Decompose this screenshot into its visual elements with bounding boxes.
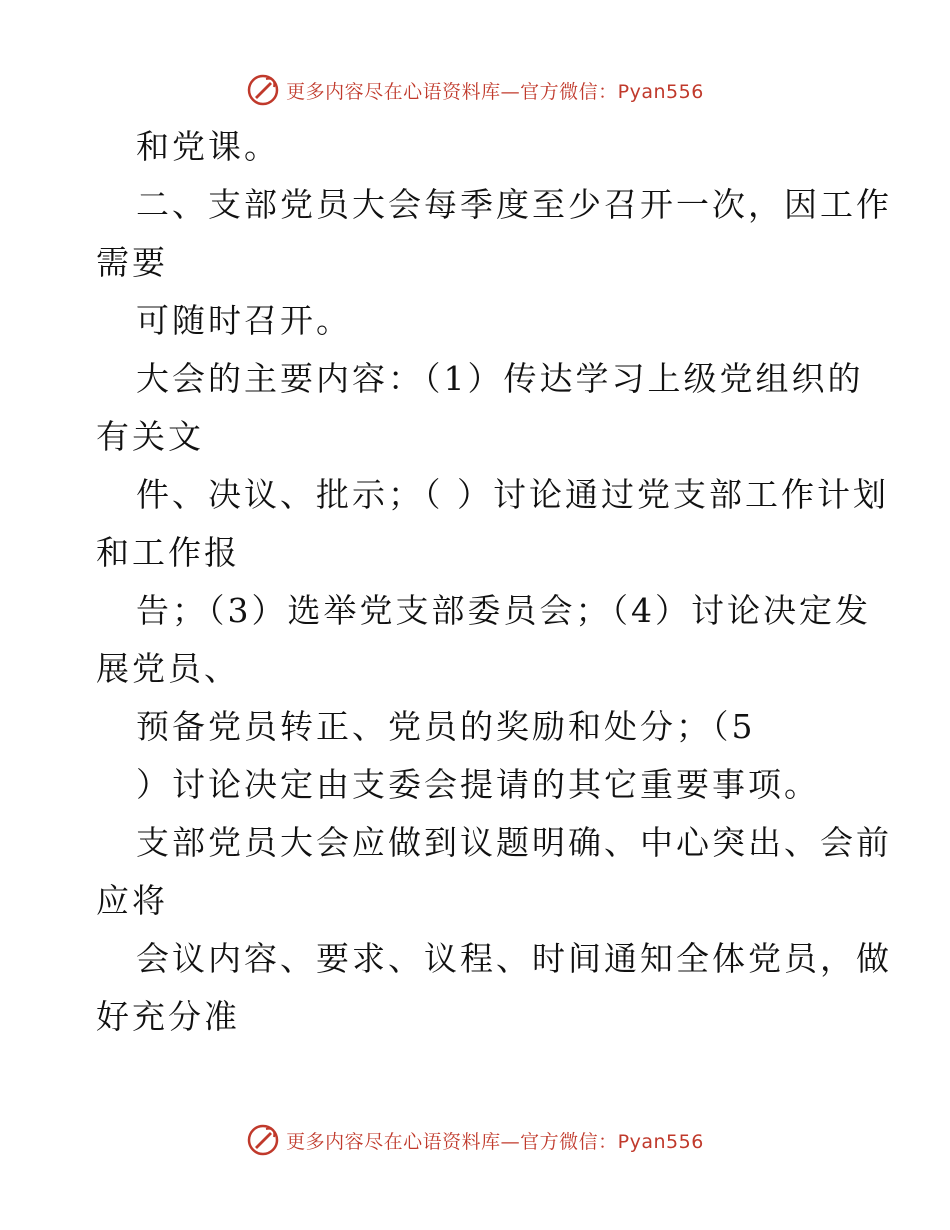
header-banner-handle: Pyan556	[617, 80, 704, 103]
body-text-line: 和工作报	[96, 533, 240, 572]
footer-banner-handle: Pyan556	[617, 1130, 704, 1153]
body-text-line: 预备党员转正、党员的奖励和处分；（5	[136, 707, 756, 746]
footer-banner-text: 更多内容尽在心语资料库—官方微信：Pyan556	[286, 1130, 704, 1153]
header-banner	[0, 70, 950, 110]
body-text-line: 大会的主要内容：（1）传达学习上级党组织的	[136, 359, 864, 398]
footer-banner	[0, 1120, 950, 1160]
body-text-line: 会议内容、要求、议程、时间通知全体党员，做	[136, 939, 892, 978]
body-text-line: 展党员、	[96, 649, 240, 688]
body-text-line: 支部党员大会应做到议题明确、中心突出、会前	[136, 823, 892, 862]
header-banner-text: 更多内容尽在心语资料库—官方微信：Pyan556	[286, 80, 704, 103]
feather-pen-logo-icon	[246, 1123, 280, 1157]
body-text-line: 需要	[96, 243, 168, 282]
body-text-line: ）讨论决定由支委会提请的其它重要事项。	[136, 765, 820, 804]
body-text-line: 应将	[96, 881, 168, 920]
feather-pen-logo-icon	[246, 73, 280, 107]
document-body	[96, 118, 892, 1046]
body-text-line: 有关文	[96, 417, 204, 456]
body-text-line: 可随时召开。	[136, 301, 352, 340]
body-text-line: 告；（3）选举党支部委员会；（4）讨论决定发	[136, 591, 871, 630]
body-text-line: 和党课。	[136, 127, 280, 166]
body-text-line: 二、支部党员大会每季度至少召开一次，因工作	[136, 185, 892, 224]
body-text-line: 好充分准	[96, 997, 240, 1036]
body-text-line: 件、决议、批示；（ ）讨论通过党支部工作计划	[136, 475, 889, 514]
